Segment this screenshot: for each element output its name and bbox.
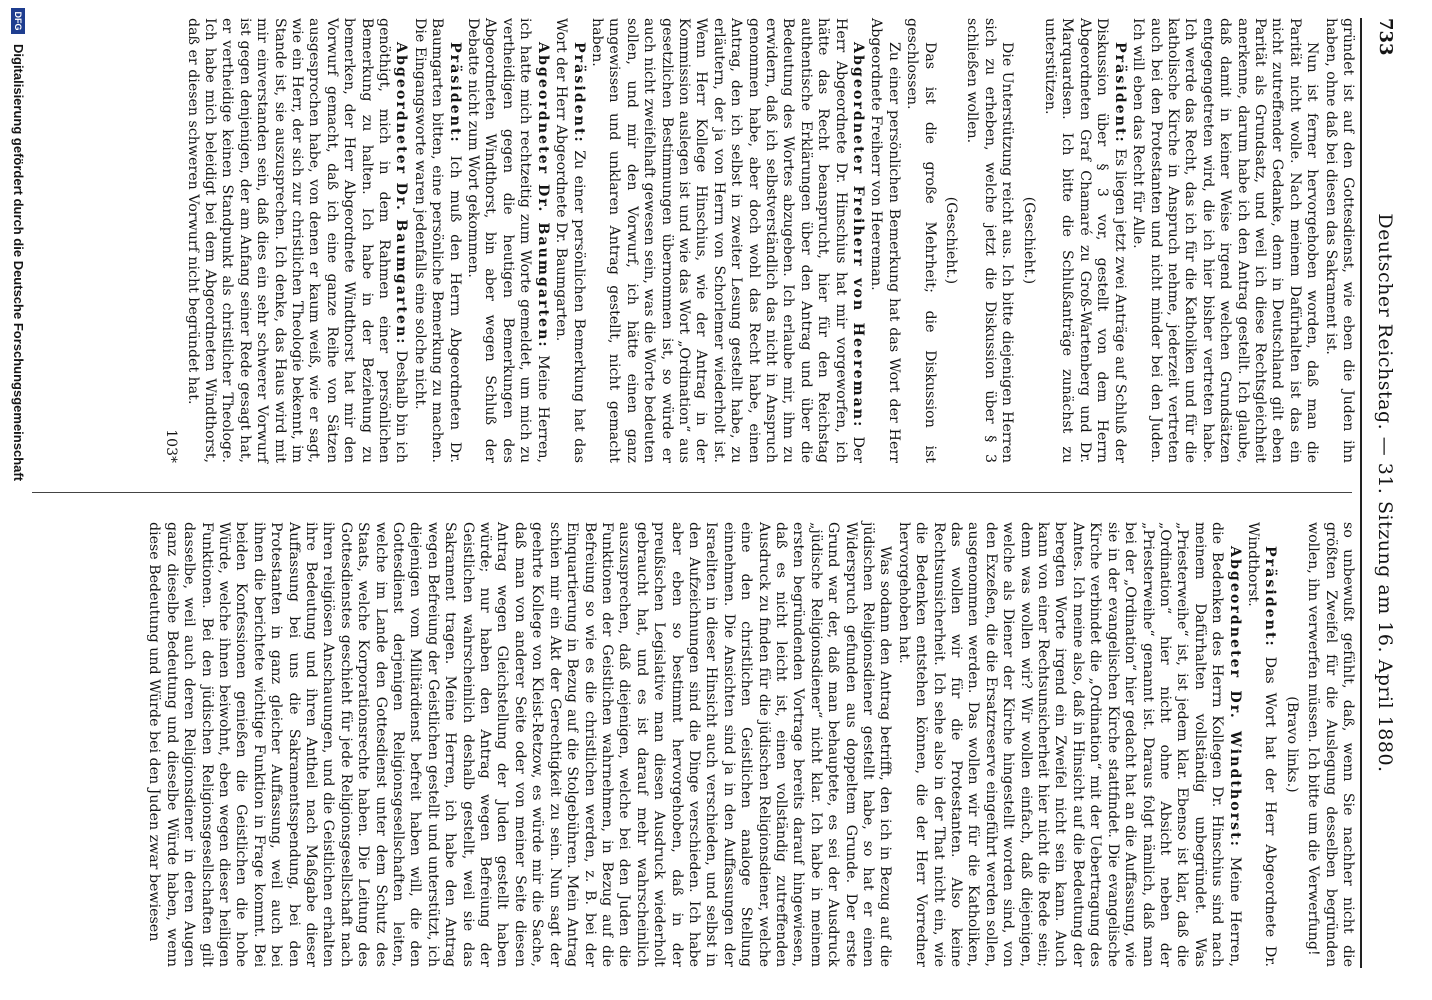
paragraph: Nun ist ferner hervorgehoben worden, daß man die Parität nicht wolle. Nach meinem Dafürhalten ist das ein nicht zutreffender Gedanke, denn in Deutschland gilt eben Parität als Grundsatz, und weil ich diese Rechtsgleichheit anerkenne, darum habe ich den Antrag gestellt. Ich glaube, daß damit in keiner Weise irgend welchen Grundsätzen entgegengetreten wird, die ich hier bisher vertreten habe. Ich werde das Recht, das ich für die Katholiken und für die katholische Kirche in Anspruch nehme, jederzeit vertreten auch bei den Protestanten und nicht minder bei den Juden. Ich will eben das Recht für Alle. xyxy=(1130,18,1321,463)
speech-text: Zu einer persönlichen Bemerkung hat das Wort der Herr Abgeordnete Dr. Baumgarten. xyxy=(553,18,587,464)
paragraph: so unbewußt gefühlt, daß, wenn Sie nachher nicht die größten Zweifel für die Auslegung desselben begründen wollen, ihn verwerfen müssen. Ich bitte um die Verwerfung! xyxy=(1305,522,1356,967)
speaker-label: Abgeordneter Dr. Baumgarten: xyxy=(534,42,551,349)
speaker-label: Präsident: xyxy=(1262,546,1279,648)
paragraph xyxy=(464,18,551,463)
header-rule xyxy=(1360,18,1362,968)
dfg-logo-icon: DFG xyxy=(11,8,25,34)
paragraph xyxy=(1244,522,1279,967)
column-divider xyxy=(32,492,1352,493)
page-number: 733 xyxy=(1375,18,1396,56)
speech-text: Es liegen jetzt zwei Anträge auf Schluß der Diskussion über § 3 vor, gestellt von dem Herrn Abgeordneten Graf Chamaré zu Groß-Wartenberg und Dr. Marquardsen. Ich bitte die Schlußanträge zunächst zu unterstützen. xyxy=(1042,18,1128,463)
paragraph xyxy=(183,18,409,463)
speech-text: Das Wort hat der Herr Abgeordnete Dr. Windthorst. xyxy=(1244,522,1279,968)
stage-note: (Geschieht.) xyxy=(943,196,960,285)
speaker-label: Abgeordneter Dr. Baumgarten: xyxy=(393,42,410,346)
right-column-text xyxy=(162,18,1356,463)
page-header xyxy=(1364,18,1396,968)
speech-text: Meine Herren, ich hatte mich rechtzeitig zum Worte gemeldet, um mich zu vertheidigen gegen die heutigen Bemerkungen des Abgeordneten Windthorst, bin aber wegen Schluß der Debatte nicht zum Wort gekommen. xyxy=(465,18,551,463)
speaker-label: Präsident: xyxy=(570,42,587,144)
speaker-label: Abgeordneter Freiherr von Heereman: xyxy=(850,42,867,429)
paragraph: Das ist die große Mehrheit; die Diskussion ist geschlossen. xyxy=(904,18,938,463)
paragraph xyxy=(552,18,587,463)
paragraph: Die Unterstützung reicht aus. Ich bitte diejenigen Herren sich zu erheben, welche jetzt die Diskussion über § 3 schließen wollen. xyxy=(964,18,1016,463)
paragraph: Zu einer persönlichen Bemerkung hat das Wort der Herr Abgeordnete Freiherr von Heereman. xyxy=(868,18,902,463)
stage-note: (Bravo links.) xyxy=(1283,696,1300,793)
speech-text: Meine Herren, die Bedenken des Herrn Kollegen Dr. Hinschius sind nach meinem Dafürhalten vollständig unbegründet. Was „Priesterweihe“ ist, ist jedem klar. Ebenso ist klar, daß die „Ordination“ hier nicht ohne Absicht neben der „Priesterweihe“ genannt ist. Daraus folgt nämlich, daß man bei der „Ordination“ hier gedacht hat an die Auffassung, wie sie in der evangelischen Kirche stattfindet. Die evangelische Kirche verbindet die „Ordination“ mit der Uebertragung des Amtes. Ich meine also, daß in Hinsicht auf die Bedeutung der beregten Worte irgend ein Zweifel nicht sein kann. Auch kann von einer Rechtsunsicherheit hier nicht die Rede sein; denn was wollen wir? Wir wollen einfach, daß diejenigen, welche als Diener der Kirche hingestellt worden sind, von den Exzeßen, die die Ersatzreserve eingeführt werden sollen, ausgenommen werden. Das wollen wir für die Katholiken, das wollen wir für die Protestanten. Also keine Rechtsunsicherheit. Ich sehe also in der That nicht ein, wie die Bedenken entstehen können, die der Herr Vorredner hervorgehoben hat. xyxy=(895,522,1243,967)
stage-note: (Geschieht.) xyxy=(1020,196,1037,285)
left-column-text xyxy=(144,522,1356,967)
paragraph xyxy=(894,522,1242,967)
paragraph xyxy=(588,18,867,463)
speech-text: Ich muß den Herrn Abgeordneten Dr. Baumgarten bitten, eine persönliche Bemerkung zu machen. Die Eingangsworte waren jedenfalls eine solche nicht. xyxy=(411,18,463,463)
speech-text: Deshalb bin ich genöthigt, mich in dem Rahmen einer persönlichen Bemerkung zu halten. Ich habe in der Beziehung zu bemerken, der Herr Abgeordnete Windthorst hat mir den Vorwurf gemacht, daß ich eine ganze Reihe von Sätzen ausgesprochen habe, von denen er kaum weiß, wie er sagt, wie ein Herr, der sich zur christlichen Theologie bekennt, im Stande ist, sie auszusprechen. Ich denke, das Haus wird mit mir einverstanden sein, daß dies ein sehr schwerer Vorwurf ist gegen denjenigen, der am Anfang seiner Rede gesagt hat, er vertheidige keinen Standpunkt als christlicher Theologe. Ich habe mich beleidigt bei dem Abgeordneten Windthorst, daß er diesen schweren Vorwurf nicht begründet hat. xyxy=(184,18,410,463)
speaker-label: Präsident: xyxy=(1111,42,1128,144)
signature-mark: 103* xyxy=(163,429,180,463)
speaker-label: Präsident: xyxy=(446,42,463,144)
speaker-label: Abgeordneter Dr. Windthorst: xyxy=(1226,546,1243,848)
paragraph: Was sodann den Antrag betrifft, den ich in Bezug auf die jüdischen Religionsdiener gestellt habe, so hat er einen Widerspruch gefunden aus doppeltem Grunde. Der erste Grund war der, daß man behauptete, es sei der Ausdruck „jüdische Religionsdiener“ nicht klar. Ich habe in meinem ersten begründenden Vortrage bereits darauf hingewiesen, daß es nicht leicht ist, einen vollständig zutreffenden Ausdruck zu finden für die jüdischen Religionsdiener, welche eine den christlichen Geistlichen analoge Stellung einnehmen. Die Ansichten sind ja in den Auffassungen der Israeliten in dieser Hinsicht auch verschieden, und selbst in den Aufzeichnungen sind die Dinge verschieden. Ich habe aber eben so bestimmt hervorgehoben, daß in der preußischen Legislative man diesen Ausdruck wiederholt gebraucht hat, und es ist darauf mehr wahrscheinlich auszusprechen, daß diejenigen, welche bei den Juden die Funktionen der Geistlichen wahrnehmen, in Bezug auf die Befreiung so wie es die christlichen werden, z. B. bei der Einquartierung in Bezug auf die Stolgebühren. Mein Antrag schien mir ein Akt der Gerechtigkeit zu sein. Nun sagt der geehrte Kollege von Kleist-Retzow, es würde mir die Sache, daß man von anderer Seite oder von meiner Seite diesen Antrag wegen Gleichstellung der Juden gestellt haben würde; nur haben den Antrag wegen Befreiung der Geistlichen wahrscheinlich deshalb gestellt, weil sie das Sakrament tragen. Meine Herren, ich habe den Antrag wegen Befreiung der Geistlichen gestellt und unterstützt, ich diejenigen vom Militärdienst befreit haben will, die den Gottesdienst derjenigen Religionsgesellschaften leiten, welche im Lande den Gottesdienst unter dem Schutz des Staats, welche Korporationsrechte haben. Die Leitung des Gottesdienstes geschieht für jede Religionsgesellschaft nach ihren religiösen Anschauungen, und die Geistlichen erhalten ihre Bedeutung und ihren Antheil nach Maßgabe dieser Auffassung bei uns die Sakramentsspendung, bei den Protestanten in ganz gleicher Auffassung, weil auch bei ihnen die berichtete wichtige Funktion in Frage kommt. Bei beiden Konfessionen genießen die Geistlichen die hohe Würde, welche ihnen beiwohnt, eben wegen dieser heiligen Funktionen. Bei den jüdischen Religionsgesellschaften gilt dasselbe, weil auch deren Religionsdiener in deren Augen ganz dieselbe Bedeutung und dieselbe Würde haben, wenn diese Bedeutung und Würde bei den Juden zwar bewiesen xyxy=(146,522,894,967)
speech-text: Der Herr Abgeordnete Dr. Hinschius hat mir vorgeworfen, ich hätte das Recht beansprucht, hier für den Reichstag authentische Erklärungen über den Antrag und über die Bedeutung des Wortes abzugeben. Ich erlaube mir, ihm zu erwidern, daß ich selbstverständlich das nicht in Anspruch genommen habe, aber doch wohl das Recht habe, einen Antrag, den ich selbst in zweiter Lesung gestellt habe, zu erläutern, der ja von Herrn von Schorlemer wiederholt ist. Wenn Herr Kollege Hinschius, wie der Antrag in der Kommission auslegen ist und wie das Wort „Ordination“ aus gesetzlichen Bestimmungen übernommen ist, so würde er auch nicht zweifelhaft gewesen sein, was die Worte bedeuten sollen, und mir den Vorwurf, ich hätte einen ganz ungewissen und unklaren Antrag gestellt, nicht gemacht haben. xyxy=(588,18,867,463)
digitization-footer xyxy=(6,0,28,1000)
digitization-note: Digitalisierung gefördert durch die Deutsche Forschungsgemeinschaft xyxy=(11,44,26,482)
paragraph xyxy=(410,18,462,463)
running-title: Deutscher Reichstag. — 31. Sitzung am 16. April 1880. xyxy=(1374,213,1396,773)
paragraph: gründet ist auf den Gottesdienst, wie eben die Juden ihn haben, ohne daß bei diesen das Sakrament ist. xyxy=(1322,18,1356,463)
paragraph xyxy=(1041,18,1128,463)
